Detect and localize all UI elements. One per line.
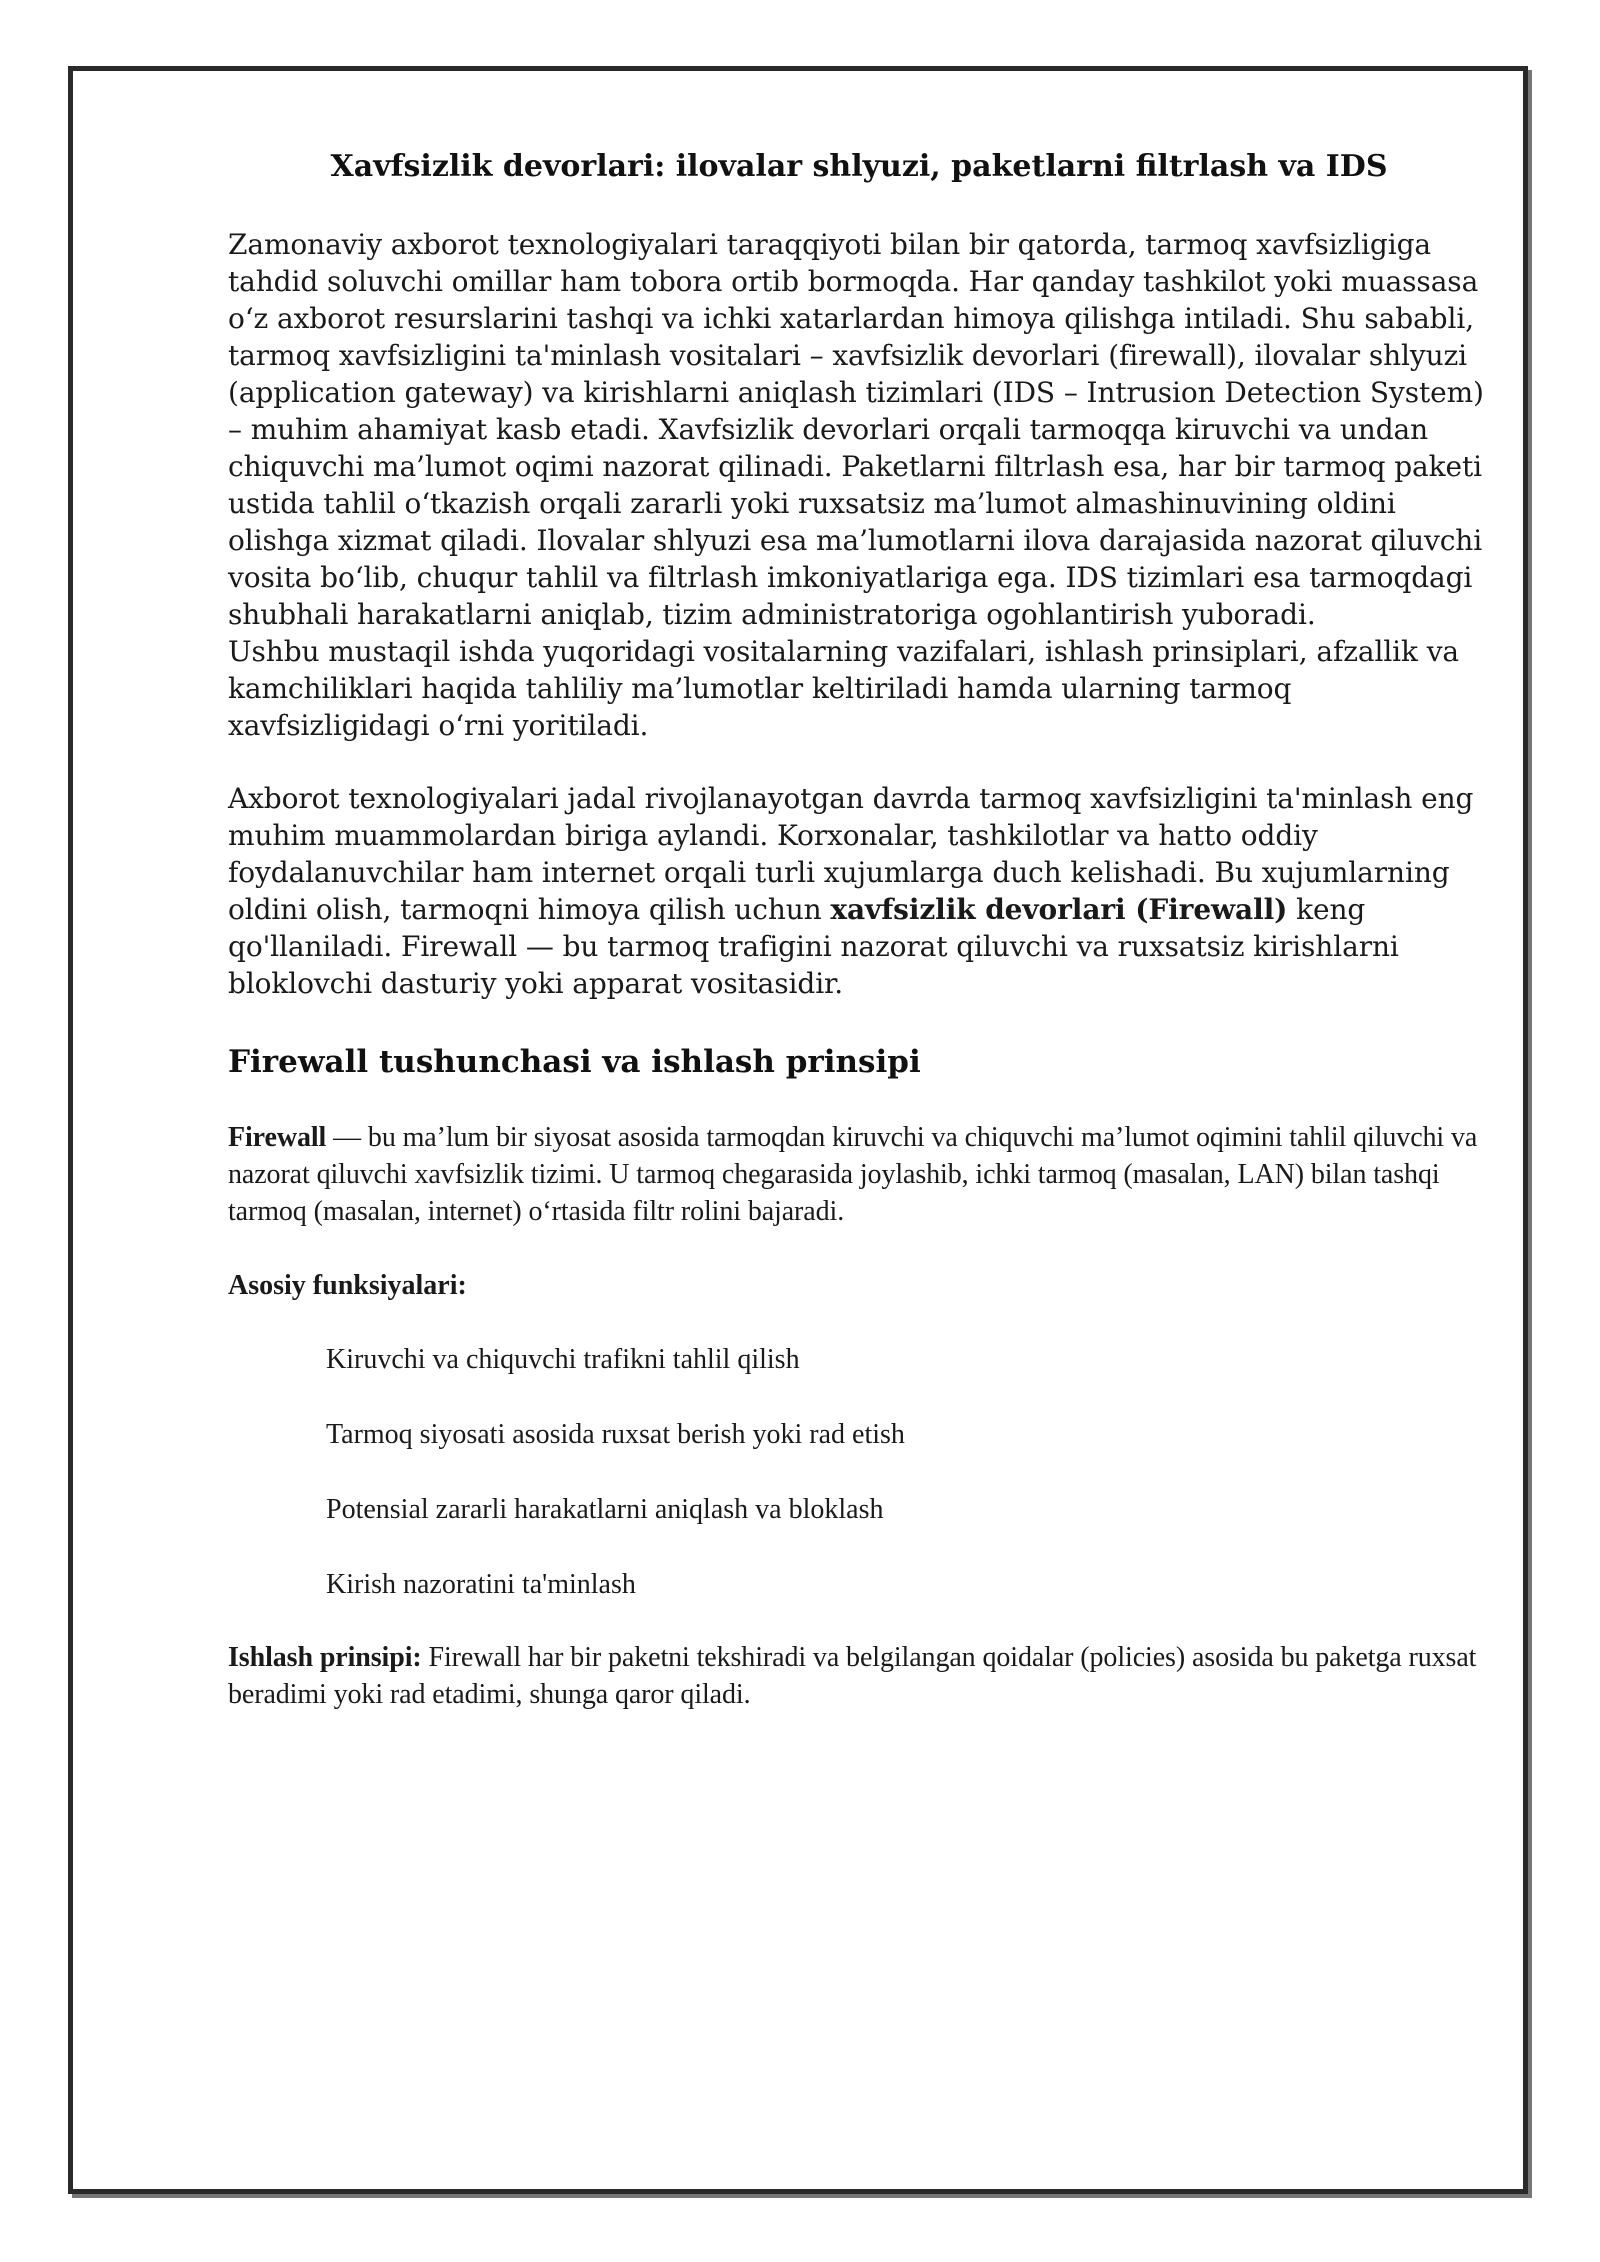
functions-heading: Asosiy funksiyalari: <box>228 1269 467 1301</box>
document-body <box>228 148 1490 1713</box>
principle-text: Firewall har bir paketni tekshiradi va belgilangan qoidalar (policies) asosida bu paketga ruxsat beradimi yoki rad etadimi, shunga qaror qiladi. <box>228 1641 1477 1710</box>
firewall-definition <box>228 1119 1490 1230</box>
document-title: Xavfsizlik devorlari: ilovalar shlyuzi, paketlarni filtrlash va IDS <box>330 149 1388 184</box>
list-item: Potensial zararli harakatlarni aniqlash va bloklash <box>326 1493 884 1525</box>
spacer <box>228 1002 1490 1042</box>
functions-list <box>228 1341 1490 1603</box>
spacer <box>228 744 1490 780</box>
paragraph-emphasis: xavfsizlik devorlari (Firewall) <box>830 892 1288 926</box>
principle-label: Ishlash prinsipi: <box>228 1641 422 1673</box>
section-heading: Firewall tushunchasi va ishlash prinsipi <box>228 1043 921 1080</box>
definition-term: Firewall <box>228 1121 327 1153</box>
intro-paragraph-2: Ushbu mustaqil ishda yuqoridagi vositalarning vazifalari, ishlash prinsiplari, afzallik va kamchiliklari haqida tahliliy ma’lumotlar keltiriladi hamda ularning tarmoq xavfsizligidagi o‘rni yoritiladi. <box>228 634 1460 742</box>
firewall-intro-paragraph <box>228 780 1490 1002</box>
spacer <box>228 1230 1490 1267</box>
list-item: Kiruvchi va chiquvchi trafikni tahlil qilish <box>326 1343 800 1375</box>
spacer <box>228 1082 1490 1119</box>
intro-paragraph-1: Zamonaviy axborot texnologiyalari taraqqiyoti bilan bir qatorda, tarmoq xavfsizligiga tahdid soluvchi omillar ham tobora ortib bormoqda. Har qanday tashkilot yoki muassasa o‘z axborot resurslarini tashqi va ichki xatarlardan himoya qilishga intiladi. Shu sababli, tarmoq xavfsizligini ta'minlash vositalari – xavfsizlik devorlari (firewall), ilovalar shlyuzi (application gateway) va kirishlarni aniqlash tizimlari (IDS – Intrusion Detection System) – muhim ahamiyat kasb etadi. Xavfsizlik devorlari orqali tarmoqqa kiruvchi va undan chiquvchi ma’lumot oqimi nazorat qilinadi. Paketlarni filtrlash esa, har bir tarmoq paketi ustida tahlil o‘tkazish orqali zararli yoki ruxsatsiz ma’lumot almashinuvining oldini olishga xizmat qiladi. Ilovalar shlyuzi esa ma’lumotlarni ilova darajasida nazorat qiluvchi vosita bo‘lib, chuqur tahlil va filtrlash imkoniyatlariga ega. IDS tizimlari esa tarmoqdagi shubhali harakatlarni aniqlab, tizim administratoriga ogohlantirish yuboradi. <box>228 227 1484 631</box>
list-item: Tarmoq siyosati asosida ruxsat berish yoki rad etish <box>326 1418 905 1450</box>
spacer <box>228 1304 1490 1341</box>
list-item: Kirish nazoratini ta'minlash <box>326 1568 636 1600</box>
paragraph-text: keng qo'llaniladi. Firewall — bu tarmoq trafigini nazorat qiluvchi va ruxsatsiz kirishlarni bloklovchi dasturiy yoki apparat vositasidir. <box>228 892 1399 1000</box>
definition-text: — bu ma’lum bir siyosat asosida tarmoqdan kiruvchi va chiquvchi ma’lumot oqimini tahlil qiluvchi va nazorat qiluvchi xavfsizlik tizimi. U tarmoq chegarasida joylashib, ichki tarmoq (masalan, LAN) bilan tashqi tarmoq (masalan, internet) o‘rtasida filtr rolini bajaradi. <box>228 1121 1478 1227</box>
paragraph-text: Axborot texnologiyalari jadal rivojlanayotgan davrda tarmoq xavfsizligini ta'minlash eng muhim muammolardan biriga aylandi. Korxonalar, tashkilotlar va hatto oddiy foydalanuvchilar ham internet orqali turli xujumlarga duch kelishadi. Bu xujumlarning oldini olish, tarmoqni himoya qilish uchun <box>228 781 1474 926</box>
working-principle <box>228 1639 1490 1713</box>
